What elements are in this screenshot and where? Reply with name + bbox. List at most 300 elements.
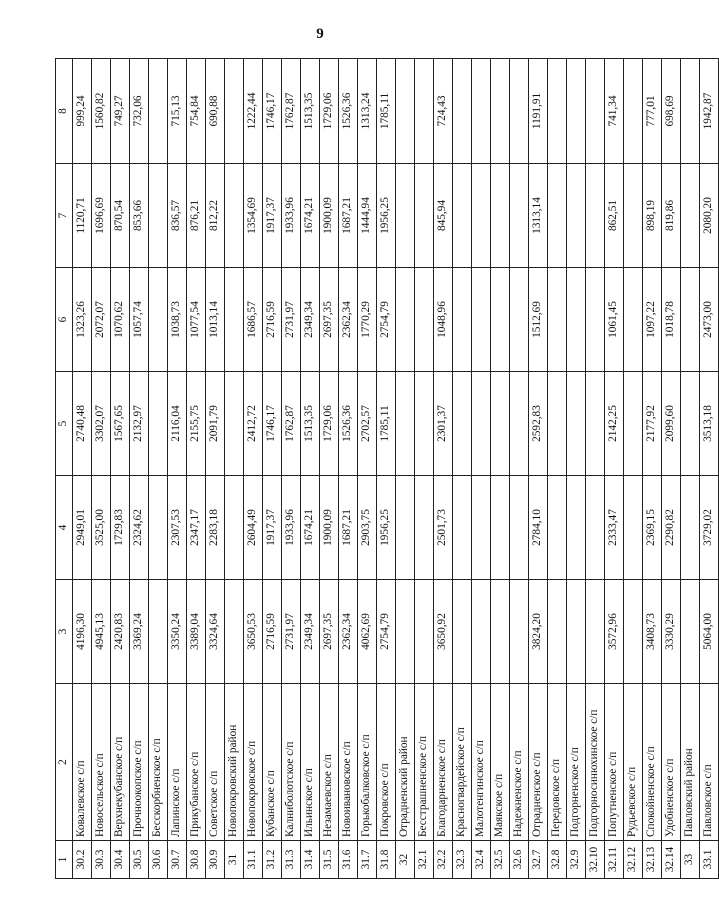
value-cell: 3408,73 bbox=[643, 580, 662, 684]
value-cell bbox=[681, 476, 700, 580]
value-cell bbox=[586, 59, 605, 164]
settlement-name-cell: Новопокровское с/п bbox=[244, 684, 263, 841]
value-cell bbox=[149, 268, 168, 372]
value-cell bbox=[567, 476, 586, 580]
settlement-name-cell: Лапинское с/п bbox=[168, 684, 187, 841]
table-row bbox=[700, 59, 719, 879]
table-row bbox=[529, 59, 548, 879]
column-header: 8 bbox=[56, 59, 73, 164]
value-cell: 1687,21 bbox=[339, 476, 358, 580]
value-cell: 2604,49 bbox=[244, 476, 263, 580]
value-cell: 732,06 bbox=[130, 59, 149, 164]
settlement-name-cell: Покровское с/п bbox=[377, 684, 396, 841]
value-cell: 812,22 bbox=[206, 164, 225, 268]
value-cell bbox=[472, 268, 491, 372]
value-cell: 2072,07 bbox=[92, 268, 111, 372]
value-cell: 2155,75 bbox=[187, 372, 206, 476]
table-row bbox=[396, 59, 415, 879]
value-cell: 3513,18 bbox=[700, 372, 719, 476]
value-cell: 1746,17 bbox=[263, 59, 282, 164]
row-number-cell: 31.3 bbox=[282, 841, 301, 879]
table-row bbox=[662, 59, 681, 879]
value-cell: 2754,79 bbox=[377, 580, 396, 684]
value-cell: 853,66 bbox=[130, 164, 149, 268]
value-cell bbox=[472, 372, 491, 476]
value-cell bbox=[510, 59, 529, 164]
value-cell bbox=[453, 372, 472, 476]
table-header-row bbox=[56, 59, 73, 879]
value-cell: 1513,35 bbox=[301, 59, 320, 164]
table-row bbox=[168, 59, 187, 879]
row-number-cell: 30.5 bbox=[130, 841, 149, 879]
value-cell: 1191,91 bbox=[529, 59, 548, 164]
value-cell bbox=[472, 476, 491, 580]
value-cell: 836,57 bbox=[168, 164, 187, 268]
value-cell bbox=[548, 59, 567, 164]
table-row bbox=[567, 59, 586, 879]
table-row bbox=[548, 59, 567, 879]
table-row bbox=[643, 59, 662, 879]
value-cell: 2177,92 bbox=[643, 372, 662, 476]
settlement-name-cell: Передовское с/п bbox=[548, 684, 567, 841]
table-row bbox=[149, 59, 168, 879]
value-cell: 845,94 bbox=[434, 164, 453, 268]
value-cell bbox=[567, 580, 586, 684]
row-number-cell: 33.1 bbox=[700, 841, 719, 879]
value-cell bbox=[472, 164, 491, 268]
value-cell: 1120,71 bbox=[73, 164, 92, 268]
value-cell bbox=[396, 372, 415, 476]
table-row bbox=[282, 59, 301, 879]
settlement-name-cell: Надежненское с/п bbox=[510, 684, 529, 841]
row-number-cell: 31 bbox=[225, 841, 244, 879]
value-cell: 1674,21 bbox=[301, 164, 320, 268]
value-cell: 870,54 bbox=[111, 164, 130, 268]
value-cell: 862,51 bbox=[605, 164, 624, 268]
settlement-name-cell: Ковалевское с/п bbox=[73, 684, 92, 841]
row-number-cell: 31.7 bbox=[358, 841, 377, 879]
value-cell bbox=[453, 476, 472, 580]
settlement-name-cell: Подгорносинюхинское с/п bbox=[586, 684, 605, 841]
value-cell bbox=[453, 164, 472, 268]
row-number-cell: 30.8 bbox=[187, 841, 206, 879]
value-cell bbox=[225, 59, 244, 164]
row-number-cell: 31.1 bbox=[244, 841, 263, 879]
value-cell: 1512,69 bbox=[529, 268, 548, 372]
row-number-cell: 32.4 bbox=[472, 841, 491, 879]
row-number-cell: 32.14 bbox=[662, 841, 681, 879]
value-cell bbox=[225, 164, 244, 268]
settlement-name-cell: Спокойненское с/п bbox=[643, 684, 662, 841]
value-cell bbox=[548, 476, 567, 580]
value-cell bbox=[681, 164, 700, 268]
table-row bbox=[111, 59, 130, 879]
settlement-name-cell: Бесстрашненское с/п bbox=[415, 684, 434, 841]
value-cell: 741,34 bbox=[605, 59, 624, 164]
value-cell: 2592,83 bbox=[529, 372, 548, 476]
value-cell: 3302,07 bbox=[92, 372, 111, 476]
row-number-cell: 32.3 bbox=[453, 841, 472, 879]
table-row bbox=[681, 59, 700, 879]
row-number-cell: 32.1 bbox=[415, 841, 434, 879]
value-cell bbox=[415, 476, 434, 580]
value-cell bbox=[149, 372, 168, 476]
value-cell bbox=[415, 372, 434, 476]
value-cell: 715,13 bbox=[168, 59, 187, 164]
table-row bbox=[73, 59, 92, 879]
value-cell bbox=[491, 268, 510, 372]
value-cell bbox=[415, 268, 434, 372]
value-cell bbox=[567, 268, 586, 372]
value-cell: 2903,75 bbox=[358, 476, 377, 580]
value-cell: 2301,37 bbox=[434, 372, 453, 476]
value-cell: 1567,65 bbox=[111, 372, 130, 476]
value-cell bbox=[396, 268, 415, 372]
value-cell: 2369,15 bbox=[643, 476, 662, 580]
value-cell: 2091,79 bbox=[206, 372, 225, 476]
row-number-cell: 30.7 bbox=[168, 841, 187, 879]
value-cell: 724,43 bbox=[434, 59, 453, 164]
value-cell: 1061,45 bbox=[605, 268, 624, 372]
value-cell: 1696,69 bbox=[92, 164, 111, 268]
value-cell: 1762,87 bbox=[282, 372, 301, 476]
value-cell: 2307,53 bbox=[168, 476, 187, 580]
table-row bbox=[358, 59, 377, 879]
value-cell bbox=[472, 59, 491, 164]
data-table bbox=[55, 58, 719, 879]
row-number-cell: 32.2 bbox=[434, 841, 453, 879]
settlement-name-cell: Калниболотское с/п bbox=[282, 684, 301, 841]
settlement-name-cell: Малотенгинское с/п bbox=[472, 684, 491, 841]
settlement-name-cell: Отрадненский район bbox=[396, 684, 415, 841]
value-cell: 1900,09 bbox=[320, 476, 339, 580]
value-cell bbox=[491, 580, 510, 684]
table-row bbox=[187, 59, 206, 879]
table-row bbox=[453, 59, 472, 879]
value-cell bbox=[453, 268, 472, 372]
value-cell: 3330,29 bbox=[662, 580, 681, 684]
value-cell bbox=[510, 580, 529, 684]
value-cell: 1729,83 bbox=[111, 476, 130, 580]
value-cell: 1313,14 bbox=[529, 164, 548, 268]
settlement-name-cell: Незамаевское с/п bbox=[320, 684, 339, 841]
row-number-cell: 32.11 bbox=[605, 841, 624, 879]
value-cell: 2501,73 bbox=[434, 476, 453, 580]
row-number-cell: 32.8 bbox=[548, 841, 567, 879]
value-cell: 2731,97 bbox=[282, 580, 301, 684]
value-cell: 1956,25 bbox=[377, 164, 396, 268]
table-frame bbox=[55, 59, 715, 879]
value-cell: 876,21 bbox=[187, 164, 206, 268]
table-row bbox=[206, 59, 225, 879]
table-row bbox=[434, 59, 453, 879]
value-cell: 2716,59 bbox=[263, 580, 282, 684]
value-cell bbox=[567, 59, 586, 164]
value-cell: 2362,34 bbox=[339, 580, 358, 684]
value-cell: 1956,25 bbox=[377, 476, 396, 580]
value-cell: 1048,96 bbox=[434, 268, 453, 372]
value-cell bbox=[548, 372, 567, 476]
value-cell bbox=[681, 59, 700, 164]
value-cell: 1674,21 bbox=[301, 476, 320, 580]
value-cell: 819,86 bbox=[662, 164, 681, 268]
value-cell bbox=[149, 476, 168, 580]
settlement-name-cell: Новоивановское с/п bbox=[339, 684, 358, 841]
settlement-name-cell: Маякское с/п bbox=[491, 684, 510, 841]
value-cell bbox=[624, 164, 643, 268]
value-cell bbox=[491, 476, 510, 580]
value-cell: 3650,92 bbox=[434, 580, 453, 684]
value-cell bbox=[149, 580, 168, 684]
settlement-name-cell: Новосельское с/п bbox=[92, 684, 111, 841]
value-cell bbox=[548, 164, 567, 268]
column-header: 1 bbox=[56, 841, 73, 879]
value-cell bbox=[225, 268, 244, 372]
value-cell: 1038,73 bbox=[168, 268, 187, 372]
row-number-cell: 30.2 bbox=[73, 841, 92, 879]
value-cell bbox=[624, 580, 643, 684]
value-cell bbox=[396, 580, 415, 684]
value-cell bbox=[586, 476, 605, 580]
column-header: 2 bbox=[56, 684, 73, 841]
value-cell: 1077,54 bbox=[187, 268, 206, 372]
value-cell: 2740,48 bbox=[73, 372, 92, 476]
value-cell bbox=[624, 476, 643, 580]
table-row bbox=[92, 59, 111, 879]
table-row bbox=[301, 59, 320, 879]
value-cell: 4196,30 bbox=[73, 580, 92, 684]
value-cell bbox=[624, 59, 643, 164]
table-row bbox=[263, 59, 282, 879]
value-cell bbox=[681, 580, 700, 684]
value-cell bbox=[149, 164, 168, 268]
value-cell bbox=[149, 59, 168, 164]
value-cell: 2142,25 bbox=[605, 372, 624, 476]
value-cell: 3350,24 bbox=[168, 580, 187, 684]
value-cell bbox=[225, 476, 244, 580]
value-cell: 2949,01 bbox=[73, 476, 92, 580]
settlement-name-cell: Павловское с/п bbox=[700, 684, 719, 841]
settlement-name-cell: Советское с/п bbox=[206, 684, 225, 841]
value-cell: 3729,02 bbox=[700, 476, 719, 580]
settlement-name-cell: Отрадненское с/п bbox=[529, 684, 548, 841]
value-cell: 2362,34 bbox=[339, 268, 358, 372]
value-cell: 3650,53 bbox=[244, 580, 263, 684]
value-cell: 2754,79 bbox=[377, 268, 396, 372]
value-cell: 777,01 bbox=[643, 59, 662, 164]
value-cell: 2420,83 bbox=[111, 580, 130, 684]
value-cell: 2784,10 bbox=[529, 476, 548, 580]
value-cell bbox=[415, 580, 434, 684]
column-header: 3 bbox=[56, 580, 73, 684]
value-cell: 1686,57 bbox=[244, 268, 263, 372]
value-cell bbox=[396, 476, 415, 580]
row-number-cell: 32.7 bbox=[529, 841, 548, 879]
value-cell bbox=[510, 476, 529, 580]
value-cell: 1097,22 bbox=[643, 268, 662, 372]
table-row bbox=[491, 59, 510, 879]
value-cell bbox=[491, 164, 510, 268]
table-row bbox=[586, 59, 605, 879]
value-cell: 2716,59 bbox=[263, 268, 282, 372]
value-cell: 1746,17 bbox=[263, 372, 282, 476]
value-cell: 754,84 bbox=[187, 59, 206, 164]
settlement-name-cell: Новопокровский район bbox=[225, 684, 244, 841]
value-cell bbox=[548, 580, 567, 684]
table-row bbox=[472, 59, 491, 879]
value-cell bbox=[567, 164, 586, 268]
row-number-cell: 31.6 bbox=[339, 841, 358, 879]
value-cell: 2697,35 bbox=[320, 580, 339, 684]
value-cell: 5064,00 bbox=[700, 580, 719, 684]
value-cell bbox=[491, 372, 510, 476]
table-row bbox=[605, 59, 624, 879]
value-cell bbox=[491, 59, 510, 164]
table-row bbox=[377, 59, 396, 879]
value-cell: 1070,62 bbox=[111, 268, 130, 372]
table-row bbox=[130, 59, 149, 879]
row-number-cell: 32.13 bbox=[643, 841, 662, 879]
value-cell: 1354,69 bbox=[244, 164, 263, 268]
row-number-cell: 32.6 bbox=[510, 841, 529, 879]
value-cell bbox=[453, 59, 472, 164]
value-cell: 1526,36 bbox=[339, 372, 358, 476]
settlement-name-cell: Красногвардейское с/п bbox=[453, 684, 472, 841]
value-cell bbox=[548, 268, 567, 372]
table-row bbox=[225, 59, 244, 879]
settlement-name-cell: Прочноокопское с/п bbox=[130, 684, 149, 841]
value-cell: 3572,96 bbox=[605, 580, 624, 684]
value-cell: 3324,64 bbox=[206, 580, 225, 684]
value-cell bbox=[567, 372, 586, 476]
row-number-cell: 31.5 bbox=[320, 841, 339, 879]
value-cell: 1018,78 bbox=[662, 268, 681, 372]
row-number-cell: 30.4 bbox=[111, 841, 130, 879]
value-cell bbox=[415, 164, 434, 268]
value-cell bbox=[681, 372, 700, 476]
value-cell: 698,69 bbox=[662, 59, 681, 164]
value-cell bbox=[681, 268, 700, 372]
value-cell: 1513,35 bbox=[301, 372, 320, 476]
table-row bbox=[339, 59, 358, 879]
value-cell bbox=[624, 268, 643, 372]
value-cell: 3525,00 bbox=[92, 476, 111, 580]
value-cell bbox=[453, 580, 472, 684]
value-cell: 2697,35 bbox=[320, 268, 339, 372]
value-cell: 1526,36 bbox=[339, 59, 358, 164]
page-number: 9 bbox=[316, 26, 324, 42]
settlement-name-cell: Кубанское с/п bbox=[263, 684, 282, 841]
value-cell: 2473,00 bbox=[700, 268, 719, 372]
value-cell: 1729,06 bbox=[320, 59, 339, 164]
value-cell bbox=[472, 580, 491, 684]
row-number-cell: 31.2 bbox=[263, 841, 282, 879]
row-number-cell: 30.3 bbox=[92, 841, 111, 879]
value-cell: 2349,34 bbox=[301, 268, 320, 372]
settlement-name-cell: Благодарненское с/п bbox=[434, 684, 453, 841]
value-cell: 1057,74 bbox=[130, 268, 149, 372]
row-number-cell: 30.6 bbox=[149, 841, 168, 879]
value-cell: 2290,82 bbox=[662, 476, 681, 580]
table-row bbox=[510, 59, 529, 879]
value-cell: 1013,14 bbox=[206, 268, 225, 372]
value-cell: 2099,60 bbox=[662, 372, 681, 476]
row-number-cell: 32.12 bbox=[624, 841, 643, 879]
value-cell bbox=[225, 580, 244, 684]
value-cell: 1560,82 bbox=[92, 59, 111, 164]
table-row bbox=[320, 59, 339, 879]
value-cell: 2333,47 bbox=[605, 476, 624, 580]
row-number-cell: 32.5 bbox=[491, 841, 510, 879]
value-cell: 3369,24 bbox=[130, 580, 149, 684]
table-body bbox=[73, 59, 719, 879]
column-header: 5 bbox=[56, 372, 73, 476]
settlement-name-cell: Верхнекубанское с/п bbox=[111, 684, 130, 841]
value-cell: 1942,87 bbox=[700, 59, 719, 164]
value-cell: 4062,69 bbox=[358, 580, 377, 684]
rotated-table-wrapper bbox=[55, 59, 715, 879]
value-cell bbox=[586, 164, 605, 268]
value-cell: 1917,37 bbox=[263, 476, 282, 580]
value-cell: 898,19 bbox=[643, 164, 662, 268]
value-cell: 1313,24 bbox=[358, 59, 377, 164]
value-cell bbox=[396, 59, 415, 164]
value-cell bbox=[624, 372, 643, 476]
value-cell: 2412,72 bbox=[244, 372, 263, 476]
row-number-cell: 31.8 bbox=[377, 841, 396, 879]
value-cell bbox=[586, 372, 605, 476]
value-cell: 2324,62 bbox=[130, 476, 149, 580]
value-cell: 4945,13 bbox=[92, 580, 111, 684]
settlement-name-cell: Бесскорбненское с/п bbox=[149, 684, 168, 841]
value-cell: 2702,57 bbox=[358, 372, 377, 476]
table-row bbox=[415, 59, 434, 879]
value-cell: 1770,29 bbox=[358, 268, 377, 372]
row-number-cell: 32.10 bbox=[586, 841, 605, 879]
settlement-name-cell: Подгорненское с/п bbox=[567, 684, 586, 841]
value-cell: 2283,18 bbox=[206, 476, 225, 580]
settlement-name-cell: Прикубанское с/п bbox=[187, 684, 206, 841]
value-cell: 2731,97 bbox=[282, 268, 301, 372]
settlement-name-cell: Рудьевское с/п bbox=[624, 684, 643, 841]
value-cell: 1933,96 bbox=[282, 164, 301, 268]
value-cell bbox=[225, 372, 244, 476]
value-cell: 1222,44 bbox=[244, 59, 263, 164]
value-cell: 1729,06 bbox=[320, 372, 339, 476]
value-cell: 1785,11 bbox=[377, 372, 396, 476]
value-cell: 1323,26 bbox=[73, 268, 92, 372]
row-number-cell: 32 bbox=[396, 841, 415, 879]
row-number-cell: 30.9 bbox=[206, 841, 225, 879]
table-row bbox=[624, 59, 643, 879]
value-cell: 999,24 bbox=[73, 59, 92, 164]
value-cell: 3824,20 bbox=[529, 580, 548, 684]
column-header: 7 bbox=[56, 164, 73, 268]
settlement-name-cell: Ильинское с/п bbox=[301, 684, 320, 841]
settlement-name-cell: Удобненское с/п bbox=[662, 684, 681, 841]
value-cell bbox=[510, 372, 529, 476]
value-cell bbox=[510, 164, 529, 268]
value-cell: 749,27 bbox=[111, 59, 130, 164]
value-cell: 1917,37 bbox=[263, 164, 282, 268]
value-cell: 2116,04 bbox=[168, 372, 187, 476]
settlement-name-cell: Павловский район bbox=[681, 684, 700, 841]
value-cell bbox=[586, 268, 605, 372]
value-cell: 1785,11 bbox=[377, 59, 396, 164]
value-cell bbox=[396, 164, 415, 268]
value-cell: 3389,04 bbox=[187, 580, 206, 684]
value-cell: 1933,96 bbox=[282, 476, 301, 580]
